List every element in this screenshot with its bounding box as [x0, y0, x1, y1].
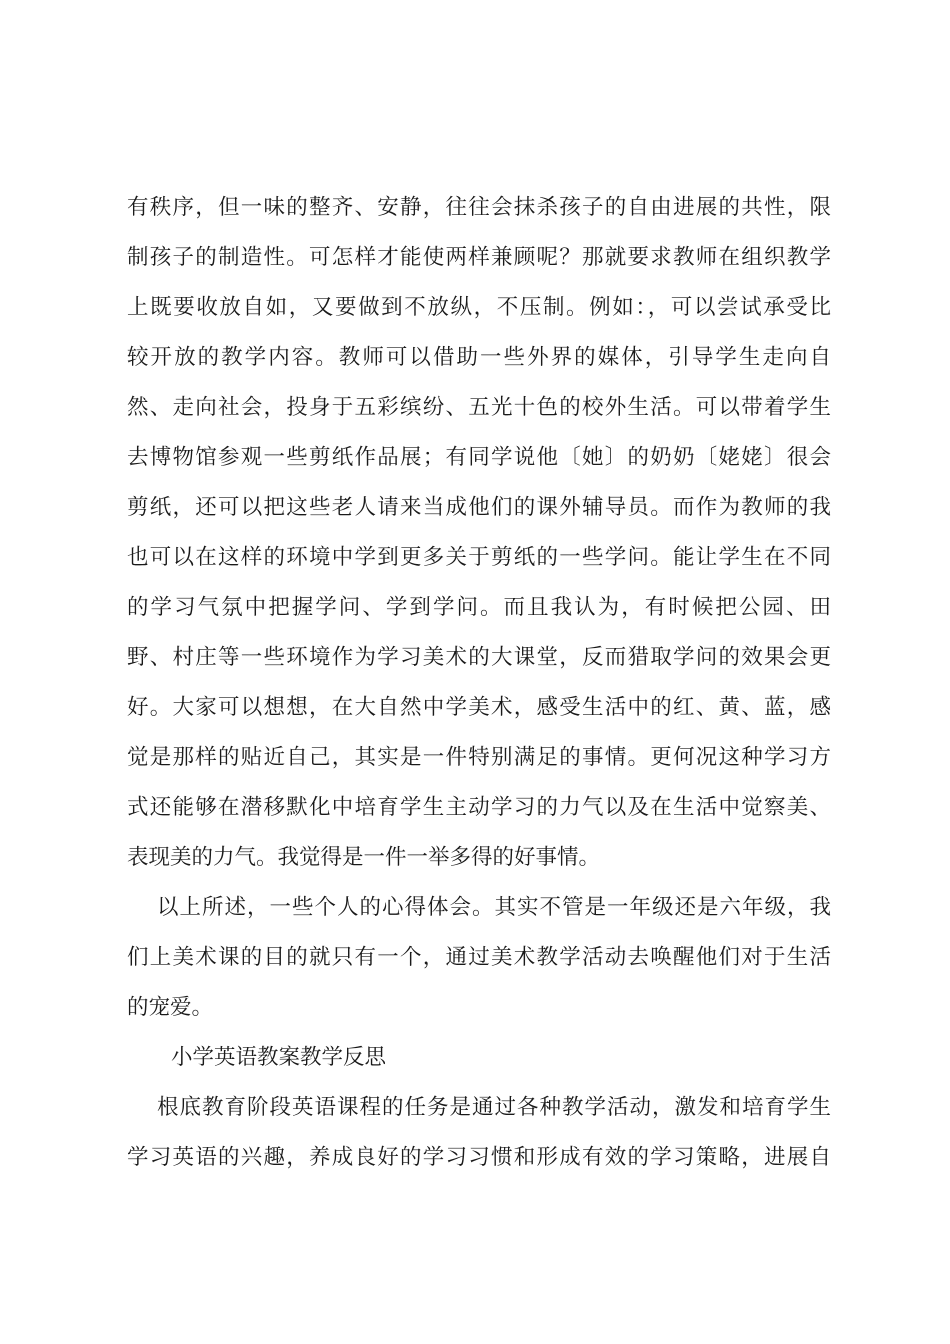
paragraph-2: [127, 883, 831, 1033]
text-line: 上既要收放自如，又要做到不放纵，不压制。例如：，可以尝试承受比: [127, 295, 831, 320]
text-line: 觉是那样的贴近自己，其实是一件特别满足的事情。更何况这种学习方: [127, 745, 831, 770]
paragraph-3: [127, 1083, 831, 1183]
text-line: 好。大家可以想想，在大自然中学美术，感受生活中的红、黄、蓝，感: [127, 695, 831, 720]
text-line: 然、走向社会，投身于五彩缤纷、五光十色的校外生活。可以带着学生: [127, 395, 831, 420]
heading-text: 小学英语教案教学反思: [171, 1045, 387, 1070]
section-heading: [127, 1033, 831, 1083]
text-line: 的宠爱。: [127, 995, 214, 1020]
text-line: 制孩子的制造性。可怎样才能使两样兼顾呢？那就要求教师在组织教学: [127, 245, 831, 270]
text-line: 较开放的教学内容。教师可以借助一些外界的媒体，引导学生走向自: [127, 345, 831, 370]
document-body: [127, 183, 831, 1183]
text-line: 野、村庄等一些环境作为学习美术的大课堂，反而猎取学问的效果会更: [127, 645, 831, 670]
text-line: 有秩序，但一味的整齐、安静，往往会抹杀孩子的自由进展的共性，限: [127, 195, 831, 220]
text-line: 学习英语的兴趣，养成良好的学习习惯和形成有效的学习策略，进展自: [127, 1145, 831, 1170]
text-line: 的学习气氛中把握学问、学到学问。而且我认为，有时候把公园、田: [127, 595, 831, 620]
text-line: 根底教育阶段英语课程的任务是通过各种教学活动，激发和培育学生: [157, 1095, 831, 1120]
text-line: 去博物馆参观一些剪纸作品展；有同学说他〔她〕的奶奶〔姥姥〕很会: [127, 445, 831, 470]
text-line: 表现美的力气。我觉得是一件一举多得的好事情。: [127, 845, 601, 870]
text-line: 们上美术课的目的就只有一个，通过美术教学活动去唤醒他们对于生活: [127, 945, 831, 970]
text-line: 以上所述，一些个人的心得体会。其实不管是一年级还是六年级，我: [157, 895, 831, 920]
text-line: 式还能够在潜移默化中培育学生主动学习的力气以及在生活中觉察美、: [127, 795, 831, 820]
text-line: 剪纸，还可以把这些老人请来当成他们的课外辅导员。而作为教师的我: [127, 495, 831, 520]
paragraph-1: [127, 183, 831, 883]
text-line: 也可以在这样的环境中学到更多关于剪纸的一些学问。能让学生在不同: [127, 545, 831, 570]
